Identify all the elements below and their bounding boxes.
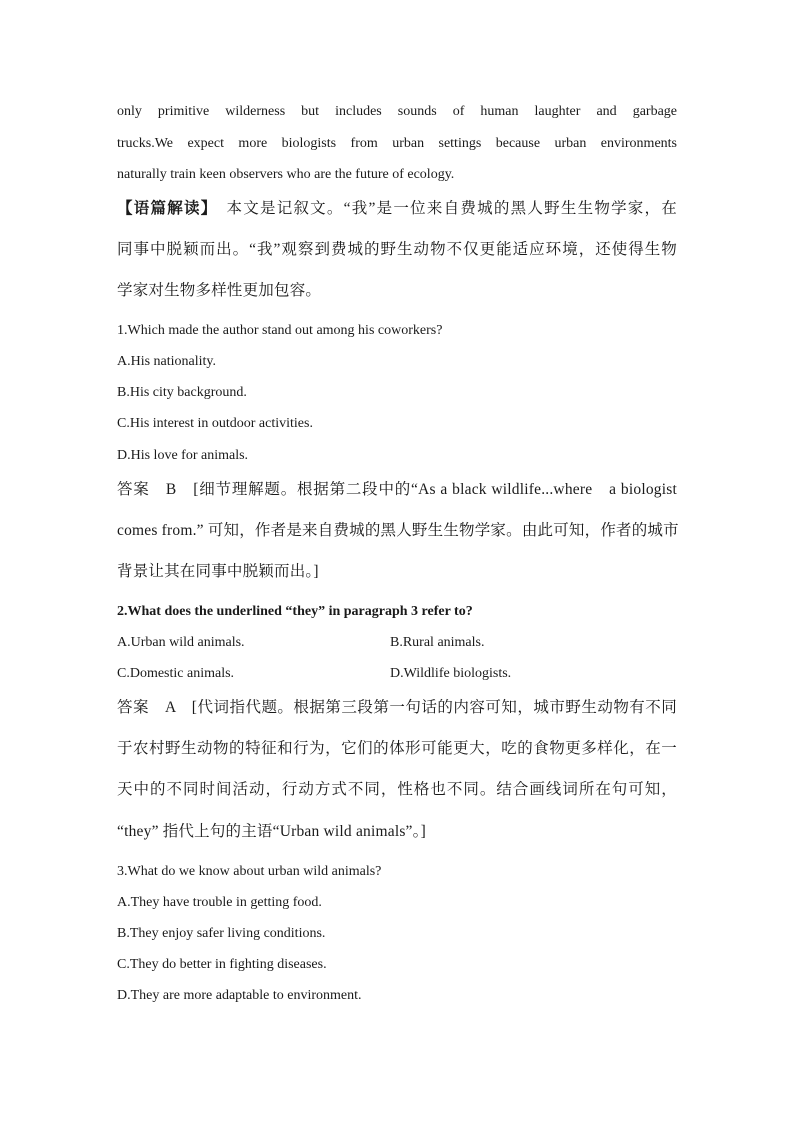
q2-answer-line: 答案 A [代词指代题。根据第三段第一句话的内容可知，城市野生动物有不同 (117, 699, 677, 716)
passage-line: trucks.We expect more biologists from urban settings because urban environments (117, 136, 677, 151)
q1-option-a: A.His nationality. (117, 354, 217, 369)
q1-answer-line: 答案 B [细节理解题。根据第二段中的“As a black wildlife...where a biologist (117, 481, 677, 498)
passage-line: naturally train keen observers who are the future of ecology. (117, 167, 455, 182)
q2-answer-line: “they” 指代上句的主语“Urban wild animals”。] (117, 823, 426, 840)
q3-question: 3.What do we know about urban wild animals? (117, 864, 382, 879)
q1-option-c: C.His interest in outdoor activities. (117, 416, 313, 431)
q1-answer-line: comes from.” 可知，作者是来自费城的黑人野生生物学家。由此可知，作者的城市 (117, 522, 679, 539)
summary-label: 【语篇解读】 (117, 200, 210, 217)
q3-option-a: A.They have trouble in getting food. (117, 895, 322, 910)
q1-option-d: D.His love for animals. (117, 448, 249, 463)
q3-option-d: D.They are more adaptable to environment. (117, 988, 362, 1003)
passage-line: only primitive wilderness but includes sounds of human laughter and garbage (117, 104, 677, 119)
q2-answer-line: 天中的不同时间活动，行动方式不同，性格也不同。结合画线词所在句可知， (117, 781, 677, 798)
q1-question: 1.Which made the author stand out among his coworkers? (117, 323, 443, 338)
q1-option-b: B.His city background. (117, 385, 247, 400)
q2-option-c: C.Domestic animals. (117, 666, 235, 681)
summary-line-1 (117, 199, 677, 219)
q2-option-b: B.Rural animals. (390, 635, 485, 650)
q1-answer-line: 背景让其在同事中脱颖而出。] (117, 563, 319, 580)
summary-line: 学家对生物多样性更加包容。 (117, 282, 322, 299)
q2-question: 2.What does the underlined “they” in paragraph 3 refer to? (117, 604, 473, 619)
summary-text: 本文是记叙文。“我”是一位来自费城的黑人野生生物学家，在 (226, 200, 677, 217)
q3-option-b: B.They enjoy safer living conditions. (117, 926, 326, 941)
summary-line: 同事中脱颖而出。“我”观察到费城的野生动物不仅更能适应环境，还使得生物 (117, 241, 677, 258)
q2-answer-line: 于农村野生动物的特征和行为，它们的体形可能更大，吃的食物更多样化，在一 (117, 740, 677, 757)
q2-option-d: D.Wildlife biologists. (390, 666, 512, 681)
q3-option-c: C.They do better in fighting diseases. (117, 957, 327, 972)
q2-option-a: A.Urban wild animals. (117, 635, 245, 650)
